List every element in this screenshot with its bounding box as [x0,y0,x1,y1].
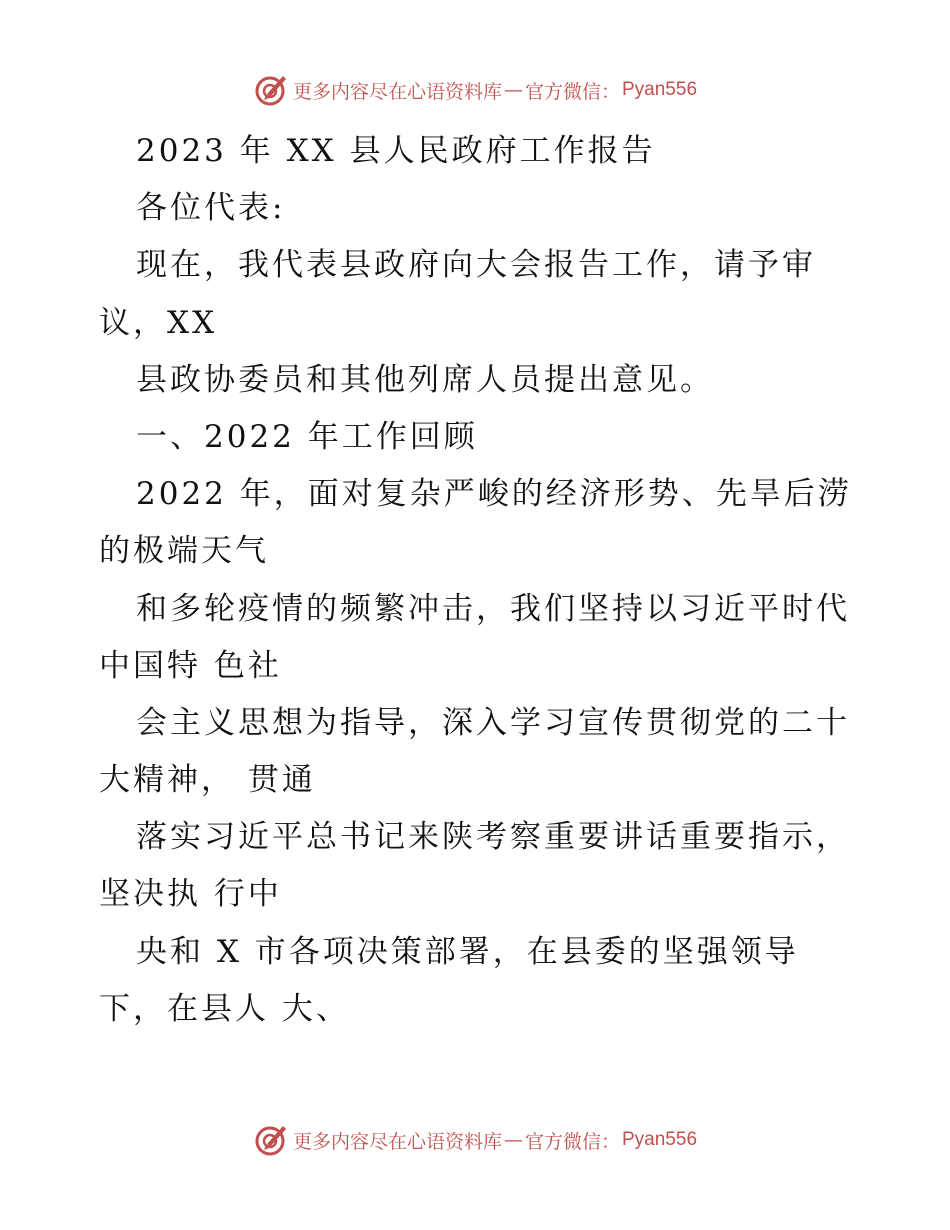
watermark-separator: — [503,1129,523,1151]
paragraph-line: 坚决执 行中 [99,876,282,913]
paragraph-line: 议，XX [99,304,218,341]
paragraph-line: 下，在县人 大、 [99,990,350,1027]
logo-icon [253,72,289,108]
section-heading: 一、2022 年工作回顾 [136,418,478,455]
paragraph-line: 现在，我代表县政府向大会报告工作，请予审 [136,247,816,284]
paragraph-line: 落实习近平总书记来陕考察重要讲话重要指示， [136,819,850,856]
header-watermark [0,68,950,112]
watermark-wechat-id: Pyan556 [622,1129,698,1150]
logo-icon [253,1122,289,1158]
paragraph-line: 的极端天气 [99,533,269,570]
watermark-wechat-label: 官方微信： [524,1130,620,1153]
watermark-separator: — [503,79,523,101]
footer-watermark [0,1118,950,1162]
title-line: 2023 年 XX 县人民政府工作报告 [136,133,656,169]
salutation-line: 各位代表: [136,190,286,227]
watermark-site-text: 更多内容尽在心语资料库 [292,1130,502,1153]
paragraph-line: 会主义思想为指导，深入学习宣传贯彻党的二十 [136,704,850,741]
watermark-wechat-label: 官方微信： [524,80,620,103]
watermark-wechat-id: Pyan556 [622,79,698,100]
document-body [99,123,869,1038]
paragraph-line: 2022 年，面对复杂严峻的经济形势、先旱后涝 [136,476,852,513]
paragraph-line: 和多轮疫情的频繁冲击，我们坚持以习近平时代 [136,590,850,627]
paragraph-line: 大精神， 贯通 [99,762,316,799]
paragraph-line: 县政协委员和其他列席人员提出意见。 [136,361,714,398]
paragraph-line: 中国特 色社 [99,647,282,684]
paragraph-line: 央和 X 市各项决策部署，在县委的坚强领导 [136,933,799,970]
watermark-site-text: 更多内容尽在心语资料库 [292,80,502,103]
